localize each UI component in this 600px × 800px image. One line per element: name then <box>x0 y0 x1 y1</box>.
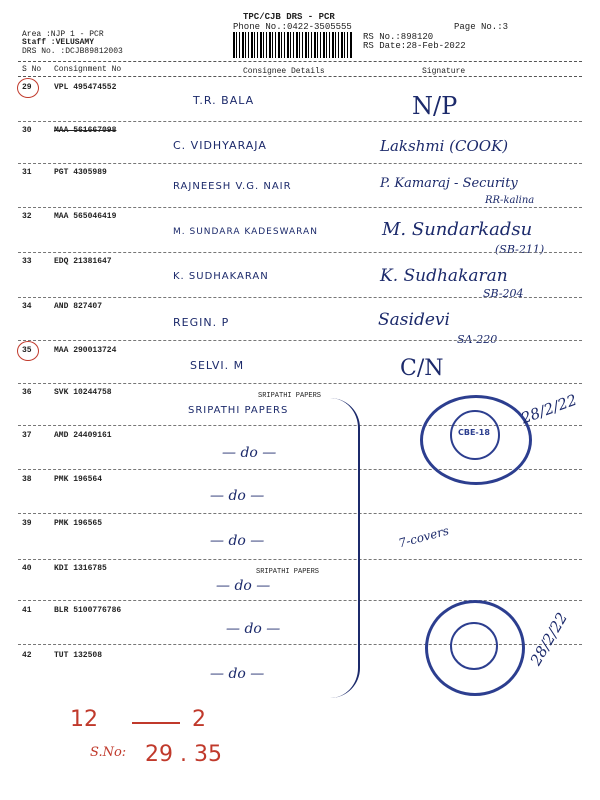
row-sno: 40 <box>22 564 32 573</box>
row-signature: K. Sudhakaran <box>380 266 508 286</box>
row-consignee: SRIPATHI PAPERS <box>188 405 289 416</box>
phone-number: Phone No.:0422-3505555 <box>233 22 352 32</box>
row-signature: M. Sundarkadsu <box>382 219 533 240</box>
row-signature-note: RR-kalina <box>485 195 535 206</box>
row-consignee: — do — <box>210 533 265 549</box>
row-divider <box>18 297 582 298</box>
column-signature: Signature <box>422 67 466 76</box>
count-right: 2 <box>192 707 206 732</box>
column-sno: S No <box>22 65 42 74</box>
printed-consignee: SRIPATHI PAPERS <box>258 392 322 400</box>
row-sno: 30 <box>22 126 32 135</box>
printed-consignee: SRIPATHI PAPERS <box>256 568 320 576</box>
row-signature: P. Kamaraj - Security <box>380 176 518 191</box>
area-label: Area :NJP 1 - PCR <box>22 30 104 39</box>
barcode <box>233 32 353 58</box>
row-sno: 42 <box>22 651 32 660</box>
row-signature-note: SB-204 <box>483 287 524 300</box>
row-signature-note: SA-220 <box>457 333 498 346</box>
stamp-date: 28/2/22 <box>526 609 572 669</box>
row-sno: 41 <box>22 606 32 615</box>
row-divider <box>18 340 582 341</box>
row-consignment: EDQ 21381647 <box>54 257 112 266</box>
row-consignee: — do — <box>226 621 281 637</box>
column-consignment: Consignment No <box>54 65 122 74</box>
row-sno: 38 <box>22 475 32 484</box>
row-consignment: TUT 132508 <box>54 651 103 660</box>
row-consignment: PMK 196564 <box>54 475 103 484</box>
sno-values: 29 . 35 <box>145 742 222 767</box>
row-divider <box>18 207 582 208</box>
row-sno: 37 <box>22 431 32 440</box>
rs-date: RS Date:28-Feb-2022 <box>363 41 466 51</box>
page-number: Page No.:3 <box>454 22 509 32</box>
row-consignment: BLR 5100776786 <box>54 606 122 615</box>
row-consignment: MAA 290013724 <box>54 346 117 355</box>
row-consignment: AMD 24409161 <box>54 431 112 440</box>
row-divider <box>18 513 582 514</box>
grouping-brace <box>318 398 360 698</box>
row-sno: 36 <box>22 388 32 397</box>
row-consignee: — do — <box>210 666 265 682</box>
header-divider <box>18 61 582 62</box>
row-sno: 32 <box>22 212 32 221</box>
row-consignment: MAA 561667098 <box>54 126 117 135</box>
row-divider <box>18 559 582 560</box>
row-divider <box>18 163 582 164</box>
header-divider-2 <box>18 76 582 77</box>
row-signature: Lakshmi (COOK) <box>380 137 509 155</box>
company-stamp-inner <box>450 622 498 670</box>
row-consignee: RAJNEESH V.G. NAIR <box>173 181 292 192</box>
row-consignment: MAA 565046419 <box>54 212 117 221</box>
row-divider <box>18 600 582 601</box>
row-consignment: AND 827407 <box>54 302 103 311</box>
row-divider <box>18 383 582 384</box>
row-consignee: T.R. BALA <box>193 94 255 107</box>
count-dash <box>132 722 180 724</box>
row-consignee: — do — <box>210 488 265 504</box>
row-consignee: — do — <box>216 578 271 594</box>
row-signature: C/N <box>400 356 444 381</box>
row-consignee: REGIN. P <box>173 316 230 329</box>
row-consignee: C. VIDHYARAJA <box>173 139 267 152</box>
column-consignee: Consignee Details <box>243 67 325 76</box>
row-divider <box>18 252 582 253</box>
row-signature-note: (SB-211) <box>495 243 545 256</box>
row-sno: 39 <box>22 519 32 528</box>
row-sno: 34 <box>22 302 32 311</box>
row-consignee: SELVI. M <box>190 359 245 372</box>
row-consignment: VPL 495474552 <box>54 83 117 92</box>
row-signature: N/P <box>412 92 458 120</box>
drs-number: DRS No. :DCJB89812003 <box>22 47 123 56</box>
row-sno: 29 <box>22 83 32 92</box>
sno-label: S.No: <box>90 745 127 760</box>
row-consignee: M. SUNDARA KADESWARAN <box>173 227 318 237</box>
stamp-date: 28/2/22 <box>518 390 580 428</box>
row-signature: Sasidevi <box>378 310 450 330</box>
covers-note: 7-covers <box>397 523 451 551</box>
stamp-code: CBE-18 <box>458 428 490 437</box>
row-sno: 31 <box>22 168 32 177</box>
row-sno: 35 <box>22 346 32 355</box>
row-consignment: PGT 4305989 <box>54 168 107 177</box>
count-left: 12 <box>70 707 98 732</box>
row-consignment: KDI 1316785 <box>54 564 107 573</box>
row-consignment: SVK 10244758 <box>54 388 112 397</box>
row-consignee: — do — <box>222 445 277 461</box>
row-consignee: K. SUDHAKARAN <box>173 271 269 282</box>
rs-number: RS No.:898120 <box>363 32 434 42</box>
row-divider <box>18 121 582 122</box>
document-title: TPC/CJB DRS - PCR <box>243 12 335 22</box>
staff-label: Staff :VELUSAMY <box>22 38 95 47</box>
row-consignment: PMK 196565 <box>54 519 103 528</box>
row-sno: 33 <box>22 257 32 266</box>
